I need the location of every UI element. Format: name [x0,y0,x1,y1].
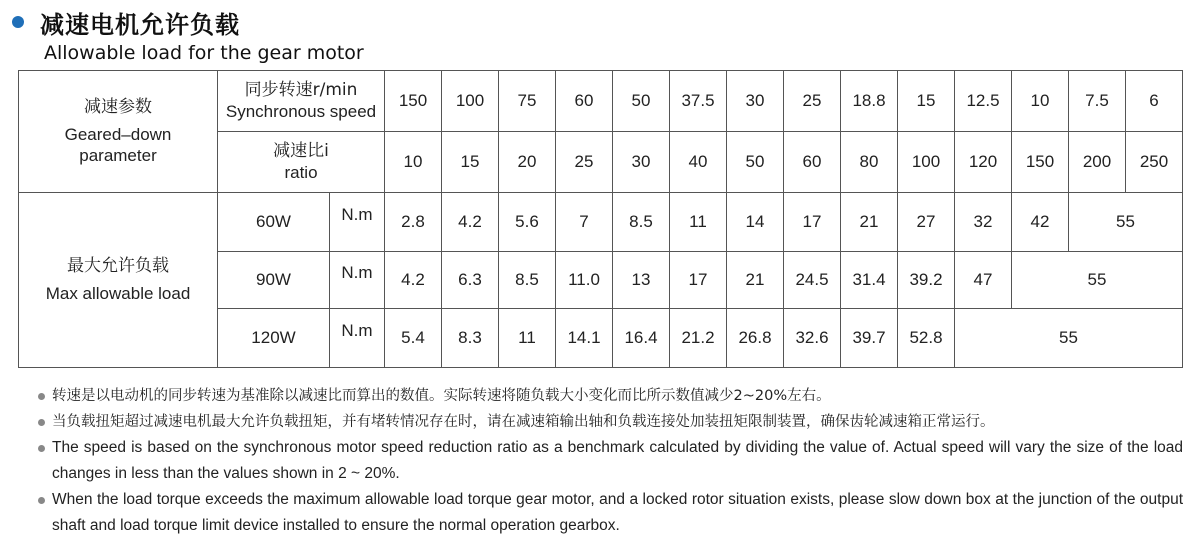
geared-label-zh: 减速参数 [84,96,152,117]
speed-cell: 75 [499,71,556,132]
load-value-cell: 2.8 [385,193,442,252]
speed-cell: 25 [784,71,841,132]
load-value-cell: 5.6 [499,193,556,252]
load-value-cell: 14 [727,193,784,252]
note-item [38,435,1183,487]
note-item [38,383,1183,409]
load-value-cell: 17 [670,252,727,309]
ratio-cell: 40 [670,132,727,193]
ratio-cell: 200 [1069,132,1126,193]
geared-down-param-cell [19,71,218,193]
geared-label-en-2: parameter [79,146,157,166]
unit-cell [330,309,385,368]
page-title-zh: 减速电机允许负载 [40,10,240,39]
bullet-dot-icon [12,16,24,28]
note-text: 当负载扭矩超过减速电机最大允许负载扭矩，并有堵转情况存在时，请在减速箱输出轴和负载连接处加装扭矩限制装置，确保齿轮减速箱正常运行。 [52,414,995,430]
load-value-cell: 6.3 [442,252,499,309]
power-cell: 120W [218,309,330,368]
load-value-cell: 39.2 [898,252,955,309]
unit-cell [330,193,385,252]
speed-cell: 12.5 [955,71,1012,132]
load-value-cell: 47 [955,252,1012,309]
ratio-cell: 20 [499,132,556,193]
load-value-cell: 13 [613,252,670,309]
note-bullet-icon [38,393,45,400]
ratio-cell: 120 [955,132,1012,193]
power-cell: 90W [218,252,330,309]
load-value-cell: 21 [841,193,898,252]
load-value-cell: 24.5 [784,252,841,309]
load-value-cell: 8.5 [613,193,670,252]
load-value-cell: 21 [727,252,784,309]
ratio-cell: 80 [841,132,898,193]
speed-cell: 6 [1126,71,1183,132]
load-value-cell: 31.4 [841,252,898,309]
ratio-label-zh: 减速比i [273,140,329,161]
speed-cell: 60 [556,71,613,132]
ratio-cell: 30 [613,132,670,193]
ratio-cell: 150 [1012,132,1069,193]
note-text: When the load torque exceeds the maximum allowable load torque gear motor, and a locked rotor situation exists, please slow down box at the junction of the output shaft and load torque limit device installed to ensure the normal operation gearbox. [52,491,1183,534]
load-value-cell: 42 [1012,193,1069,252]
speed-cell: 50 [613,71,670,132]
load-value-cell: 4.2 [385,252,442,309]
ratio-cell: 10 [385,132,442,193]
speed-label-en: Synchronous speed [225,102,377,121]
speed-row [19,71,1183,132]
load-merged-cell: 55 [955,309,1183,368]
note-bullet-icon [38,497,45,504]
load-value-cell: 14.1 [556,309,613,368]
speed-cell: 150 [385,71,442,132]
ratio-cell: 250 [1126,132,1183,193]
ratio-cell: 60 [784,132,841,193]
unit-label: N.m [341,263,373,283]
allowable-load-table [18,70,1183,368]
load-value-cell: 4.2 [442,193,499,252]
power-cell: 60W [218,193,330,252]
load-value-cell: 39.7 [841,309,898,368]
load-row-60w [19,193,1183,252]
note-text: 转速是以电动机的同步转速为基准除以减速比而算出的数值。实际转速将随负载大小变化而比所示数值减少2~20%左右。 [52,388,831,404]
load-value-cell: 8.5 [499,252,556,309]
load-value-cell: 52.8 [898,309,955,368]
ratio-label-cell [218,132,385,193]
ratio-cell: 50 [727,132,784,193]
load-value-cell: 11 [499,309,556,368]
speed-cell: 37.5 [670,71,727,132]
load-merged-cell: 55 [1012,252,1183,309]
load-value-cell: 26.8 [727,309,784,368]
note-item [38,487,1183,539]
speed-cell: 30 [727,71,784,132]
load-label-zh: 最大允许负载 [67,255,169,276]
unit-cell [330,252,385,309]
speed-cell: 10 [1012,71,1069,132]
ratio-cell: 100 [898,132,955,193]
section-header [12,6,240,38]
load-value-cell: 7 [556,193,613,252]
load-value-cell: 27 [898,193,955,252]
speed-label-zh: 同步转速r/min [244,79,358,100]
note-bullet-icon [38,445,45,452]
ratio-label-en: ratio [284,163,318,182]
ratio-cell: 25 [556,132,613,193]
speed-cell: 15 [898,71,955,132]
ratio-cell: 15 [442,132,499,193]
unit-label: N.m [341,205,373,225]
unit-label: N.m [341,321,373,341]
load-value-cell: 32 [955,193,1012,252]
load-value-cell: 21.2 [670,309,727,368]
page-title-en: Allowable load for the gear motor [44,42,364,64]
load-value-cell: 8.3 [442,309,499,368]
load-value-cell: 5.4 [385,309,442,368]
load-value-cell: 11.0 [556,252,613,309]
max-load-label-cell [19,193,218,368]
speed-cell: 100 [442,71,499,132]
note-bullet-icon [38,419,45,426]
load-value-cell: 17 [784,193,841,252]
speed-cell: 7.5 [1069,71,1126,132]
note-text: The speed is based on the synchronous motor speed reduction ratio as a benchmark calculated by dividing the value of. Actual speed will vary the size of the load changes in less than the values shown in 2 ~ 20%. [52,439,1183,482]
load-value-cell: 11 [670,193,727,252]
geared-label-en-1: Geared–down [64,124,172,144]
speed-cell: 18.8 [841,71,898,132]
note-item [38,409,1183,435]
load-value-cell: 16.4 [613,309,670,368]
load-label-en: Max allowable load [45,284,191,303]
speed-label-cell [218,71,385,132]
notes-list [38,383,1183,539]
load-value-cell: 32.6 [784,309,841,368]
load-merged-cell: 55 [1069,193,1183,252]
